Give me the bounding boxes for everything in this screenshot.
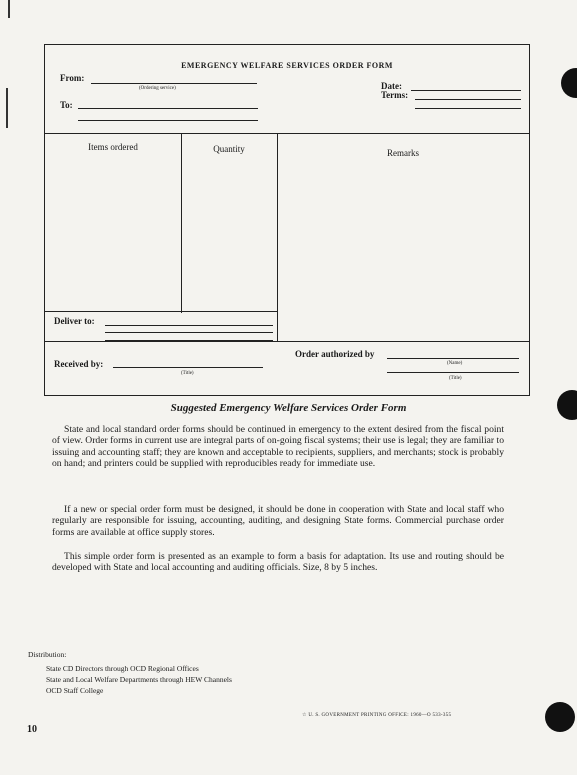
deliver-line xyxy=(105,325,273,326)
column-header-quantity: Quantity xyxy=(213,144,245,154)
paragraph-3: This simple order form is presented as an example to form a basis for adaptation. Its use and routing should be developed with State and local accounting and auditing officials. Size, 8 by 5 inches. xyxy=(52,551,504,574)
deliver-line-2 xyxy=(105,332,273,333)
order-form xyxy=(44,44,530,396)
terms-label: Terms: xyxy=(381,90,409,100)
binder-hole xyxy=(545,702,575,732)
distribution-line: State CD Directors through OCD Regional Offices xyxy=(46,664,199,673)
column-header-remarks: Remarks xyxy=(387,148,419,158)
terms-line xyxy=(415,99,521,100)
to-line-2 xyxy=(78,120,258,121)
binder-hole xyxy=(561,68,577,98)
to-line xyxy=(78,108,258,109)
paragraph-2: If a new or special order form must be designed, it should be done in cooperation with State and local staff who regularly are responsible for issuing, accounting, auditing, and designing State forms. Commercial purchase order forms are available at office supply stores. xyxy=(52,504,504,538)
date-label: Date: xyxy=(381,81,402,91)
title-caption: (Title) xyxy=(449,376,462,381)
received-by-label: Received by: xyxy=(54,359,104,369)
name-caption: (Name) xyxy=(447,361,463,366)
column-header-items: Items ordered xyxy=(88,142,138,152)
authorized-name-line xyxy=(387,358,519,359)
distribution-line: State and Local Welfare Departments through HEW Channels xyxy=(46,675,232,684)
date-line xyxy=(411,90,521,91)
to-label: To: xyxy=(60,100,73,110)
table-top-border xyxy=(45,133,529,134)
ordering-service-caption: (Ordering service) xyxy=(139,86,176,91)
authorized-title-line xyxy=(387,372,519,373)
distribution-heading: Distribution: xyxy=(28,650,67,659)
form-title: EMERGENCY WELFARE SERVICES ORDER FORM xyxy=(181,61,393,70)
terms-line-2 xyxy=(415,108,521,109)
figure-caption: Suggested Emergency Welfare Services Order Form xyxy=(170,402,407,414)
received-title-caption: (Title) xyxy=(181,371,194,376)
paragraph-1: State and local standard order forms should be continued in emergency to the extent desired from the fiscal point of view. Order forms in current use are integral parts of on-going fiscal systems; their use is legal; they are familiar to issuing and accounting staff; they are known and acceptable to recipients, suppliers, and merchants; stock is probably on hand; and printers could be supplied with reproducibles ready for immediate use. xyxy=(52,424,504,470)
distribution-line: OCD Staff College xyxy=(46,686,104,695)
items-bottom-border xyxy=(45,311,277,312)
column-divider xyxy=(277,133,278,341)
column-divider xyxy=(181,133,182,313)
scan-edge-mark xyxy=(6,88,8,128)
received-line xyxy=(113,367,263,368)
deliver-to-label: Deliver to: xyxy=(54,316,95,326)
order-authorized-label: Order authorized by xyxy=(295,349,375,359)
printing-office-note: ☆ U. S. GOVERNMENT PRINTING OFFICE: 1960—O 533-355 xyxy=(302,713,452,718)
from-line xyxy=(91,83,257,84)
remarks-bottom-border xyxy=(45,341,529,342)
page-number: 10 xyxy=(27,724,37,735)
scan-edge-mark xyxy=(8,0,10,18)
from-label: From: xyxy=(60,73,85,83)
